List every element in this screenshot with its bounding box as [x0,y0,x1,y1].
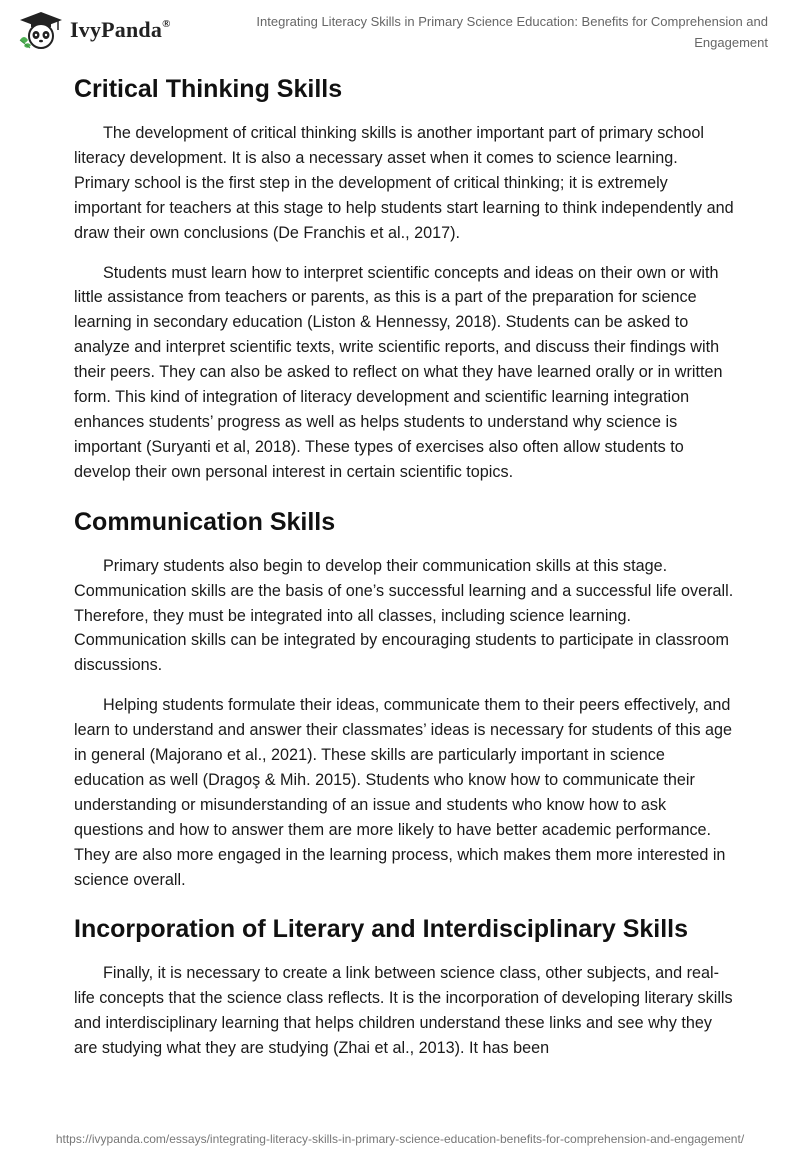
panda-graduate-icon [16,10,66,50]
source-url[interactable]: https://ivypanda.com/essays/integrating-literacy-skills-in-primary-science-education-benefits-for-comprehension-and-engagement/ [55,1132,745,1146]
section-heading-interdisciplinary: Incorporation of Literary and Interdisciplinary Skills [74,915,689,944]
paragraph: Primary students also begin to develop their communication skills at this stage. Communication skills are the basis of one’s successful learning and a successful life overall. Therefore, they must be integrated into all classes, including science learning. Communication skills can be integrated by encouraging students to participate in classroom discussions. [74,556,734,675]
document-title [228,11,768,53]
section-heading-communication: Communication Skills [74,507,336,536]
paragraph: The development of critical thinking skills is another important part of primary school literacy development. It is also a necessary asset when it comes to science learning. Primary school is the first step in the development of critical thinking; it is extremely important for teachers at this stage to help students start learning to think independently and draw their own conclusions (De Franchis et al., 2017). [74,124,734,242]
paragraph: Students must learn how to interpret scientific concepts and ideas on their own or with little assistance from teachers or parents, as this is a part of the preparation for science learning in secondary education (Liston & Hennessy, 2018). Students can be asked to analyze and interpret scientific texts, write scientific reports, and discuss their findings with their peers. They can also be asked to reflect on what they have learned orally or in written form. This kind of integration of literacy development and scientific learning integration enhances students’ progress as well as helps students to understand why science is important (Suryanti et al, 2018). These types of exercises also often allow students to develop their own personal interest in certain scientific topics. [74,263,723,481]
paragraph: Finally, it is necessary to create a link between science class, other subjects, and real-life concepts that the science class reflects. It is the incorporation of developing literary skills and interdisciplinary learning that helps children understand these links and see why they are studying what they are studying (Zhai et al., 2013). It has been [74,964,733,1058]
paragraph: Helping students formulate their ideas, communicate them to their peers effectively, and learn to understand and answer their classmates’ ideas is necessary for students of this age in general (Majorano et al., 2021). These skills are particularly important in science education as well (Dragoş & Mih. 2015). Students who know how to communicate their understanding or misunderstanding of an issue and students who know how to ask questions and how to answer them are more likely to have better academic performance. They are also more engaged in the learning process, which makes them more interested in science overall. [74,696,733,889]
ivypanda-logo[interactable] [16,10,171,50]
brand-name: IvyPanda® [70,17,171,42]
section-heading-critical-thinking: Critical Thinking Skills [74,75,343,103]
document-title-line-1: Integrating Literacy Skills in Primary Science Education: Benefits for Comprehension and [256,14,768,29]
essay-content [74,66,734,1076]
document-title-line-2: Engagement [694,35,768,50]
page-header [0,0,800,60]
